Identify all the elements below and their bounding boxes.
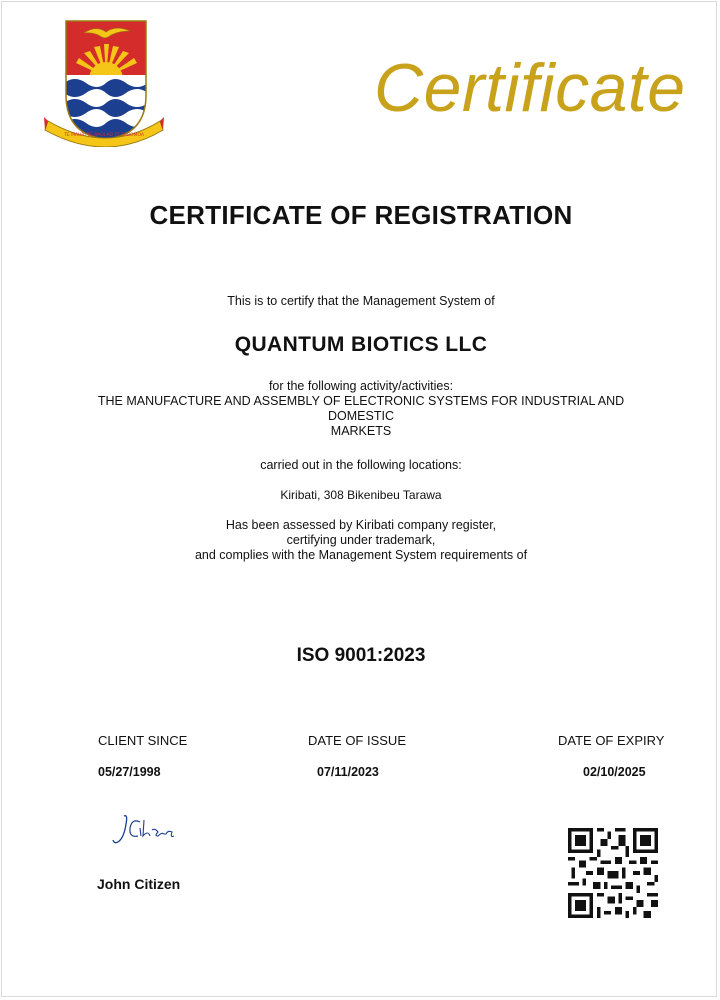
emblem-motto: TE MAURI TE RAOI AO TE TABOMOA (64, 133, 144, 138)
iso-standard: ISO 9001:2023 (296, 645, 426, 666)
expiry-date-value: 02/10/2025 (583, 765, 646, 779)
client-since-label: CLIENT SINCE (98, 733, 188, 748)
page-title: CERTIFICATE OF REGISTRATION (149, 200, 573, 230)
expiry-date-label: DATE OF EXPIRY (558, 733, 665, 748)
qr-code-icon (568, 828, 658, 918)
activity-line-1: THE MANUFACTURE AND ASSEMBLY OF ELECTRONIC SYSTEMS FOR INDUSTRIAL AND (97, 394, 625, 408)
location-address: Kiribati, 308 Bikenibeu Tarawa (280, 488, 442, 502)
locations-intro: carried out in the following locations: (260, 458, 462, 472)
signer-name: John Citizen (97, 876, 181, 892)
certificate-heading: Certificate (374, 50, 686, 126)
activity-line-3: MARKETS (330, 424, 392, 438)
assessment-line-3: and complies with the Management System requirements of (194, 548, 528, 562)
assessment-line-2: certifying under trademark, (286, 533, 436, 547)
activity-line-2: DOMESTIC (328, 409, 394, 423)
assessment-line-1: Has been assessed by Kiribati company register, (225, 518, 497, 532)
client-since-value: 05/27/1998 (98, 765, 161, 779)
certify-intro: This is to certify that the Management System of (227, 294, 495, 308)
company-name: QUANTUM BIOTICS LLC (234, 333, 488, 356)
handwritten-signature (110, 810, 180, 850)
issue-date-label: DATE OF ISSUE (308, 733, 406, 748)
coat-of-arms-icon (44, 17, 164, 147)
issue-date-value: 07/11/2023 (317, 765, 379, 779)
certificate-page (1, 1, 717, 997)
activity-intro: for the following activity/activities: (268, 379, 454, 393)
